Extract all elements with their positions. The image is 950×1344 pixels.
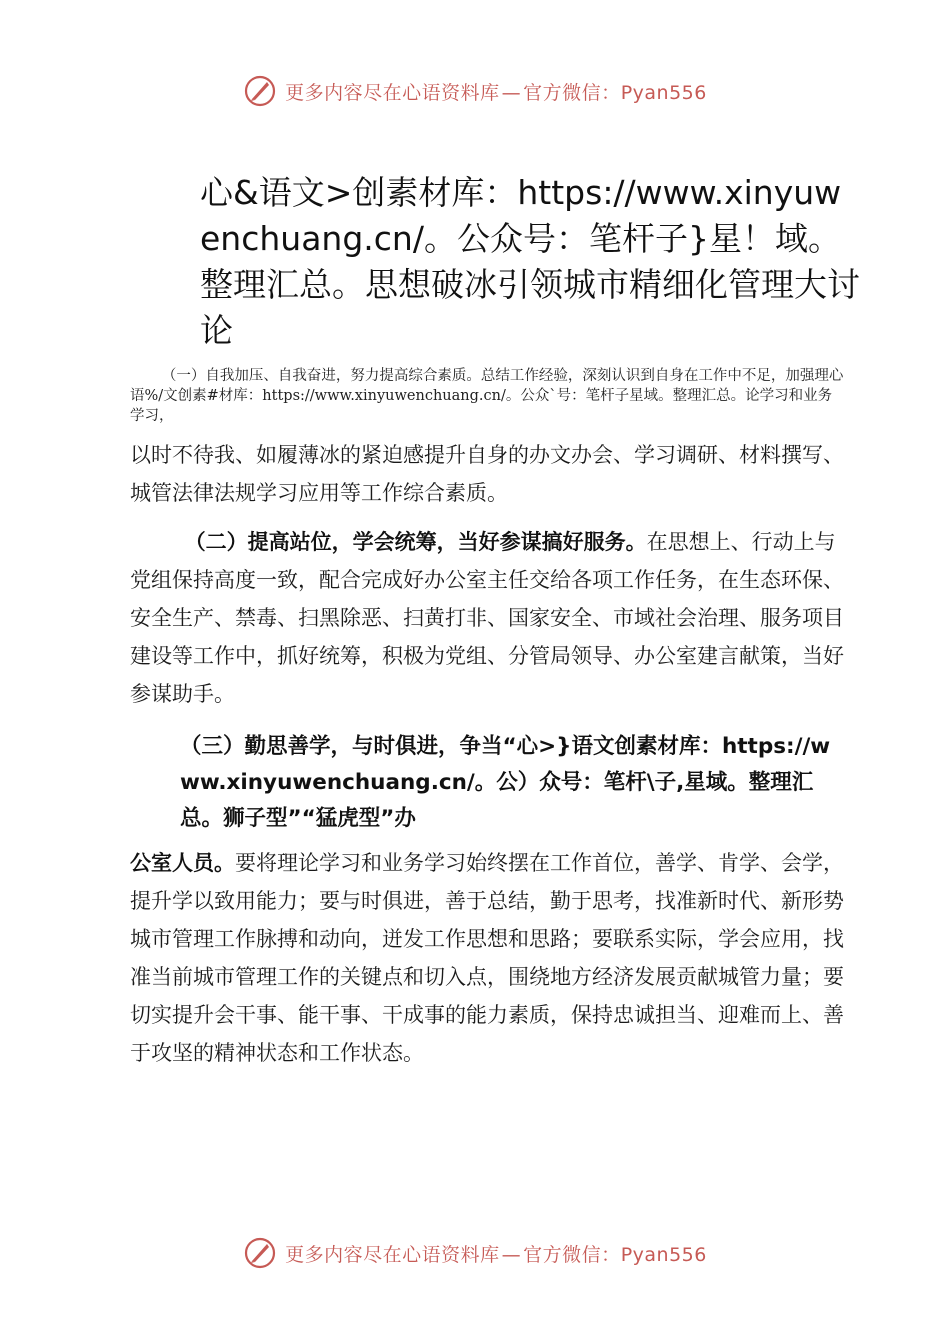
watermark-weixin-id: Pyan556 (620, 1243, 707, 1266)
section-one-paragraph: （一）自我加压、自我奋进，努力提高综合素质。总结工作经验，深刻认识到自身在工作中不足，加强理心语%/文创素#材库：https://www.xinyuwenchuang.cn/。公众`号：笔杆子星域。整理汇总。论学习和业务学习， (130, 368, 844, 424)
section-three-heading: （三）勤思善学，与时俱进，争当“心>}语文创素材库：https://www.xinyuwenchuang.cn/。公）众号：笔杆\子,星域。整理汇总。狮子型”“猛虎型”办 (180, 734, 831, 831)
watermark-slogan: 更多内容尽在心语资料库 (285, 81, 500, 104)
section-two-body: 在思想上、行动上与党组保持高度一致，配合完成好办公室主任交给各项工作任务，在生态环保、安全生产、禁毒、扫黑除恶、扫黄打非、国家安全、市域社会治理、服务项目建设等工作中，抓好统筹，积极为党组、分管局领导、办公室建言献策，当好参谋助手。 (130, 530, 844, 706)
section-two-paragraph (130, 523, 845, 713)
watermark-separator: — (501, 81, 522, 104)
section-three-paragraph (130, 844, 845, 1072)
footer-watermark (0, 1236, 950, 1270)
watermark-weixin-id: Pyan556 (620, 81, 707, 104)
watermark-weixin-label: 官方微信： (523, 81, 621, 104)
section-three-heading-tail: 公室人员。 (130, 851, 235, 875)
quill-logo-icon (243, 74, 277, 108)
header-watermark (0, 74, 950, 108)
watermark-text (285, 1240, 707, 1267)
watermark-text (285, 78, 707, 105)
section-three-body: 要将理论学习和业务学习始终摆在工作首位，善学、肯学、会学，提升学以致用能力；要与时俱进，善于总结，勤于思考，找准新时代、新形势城市管理工作脉搏和动向，迸发工作思想和思路；要联系实际，学会应用，找准当前城市管理工作的关键点和切入点，围绕地方经济发展贡献城管力量；要切实提升会干事、能干事、干成事的能力素质，保持忠诚担当、迎难而上、善于攻坚的精神状态和工作状态。 (130, 851, 844, 1065)
watermark-weixin-label: 官方微信： (523, 1243, 621, 1266)
paragraph-continuation: 以时不待我、如履薄冰的紧迫感提升自身的办文办会、学习调研、材料撰写、城管法律法规学习应用等工作综合素质。 (130, 443, 844, 505)
document-title: 心&语文>创素材库：https://www.xinyuwenchuang.cn/。公众号：笔杆子}星！域。整理汇总。思想破冰引领城市精细化管理大讨论 (200, 173, 860, 350)
quill-logo-icon (243, 1236, 277, 1270)
watermark-separator: — (501, 1243, 522, 1266)
section-two-heading: （二）提高站位，学会统筹，当好参谋搞好服务。 (184, 530, 647, 554)
watermark-slogan: 更多内容尽在心语资料库 (285, 1243, 500, 1266)
